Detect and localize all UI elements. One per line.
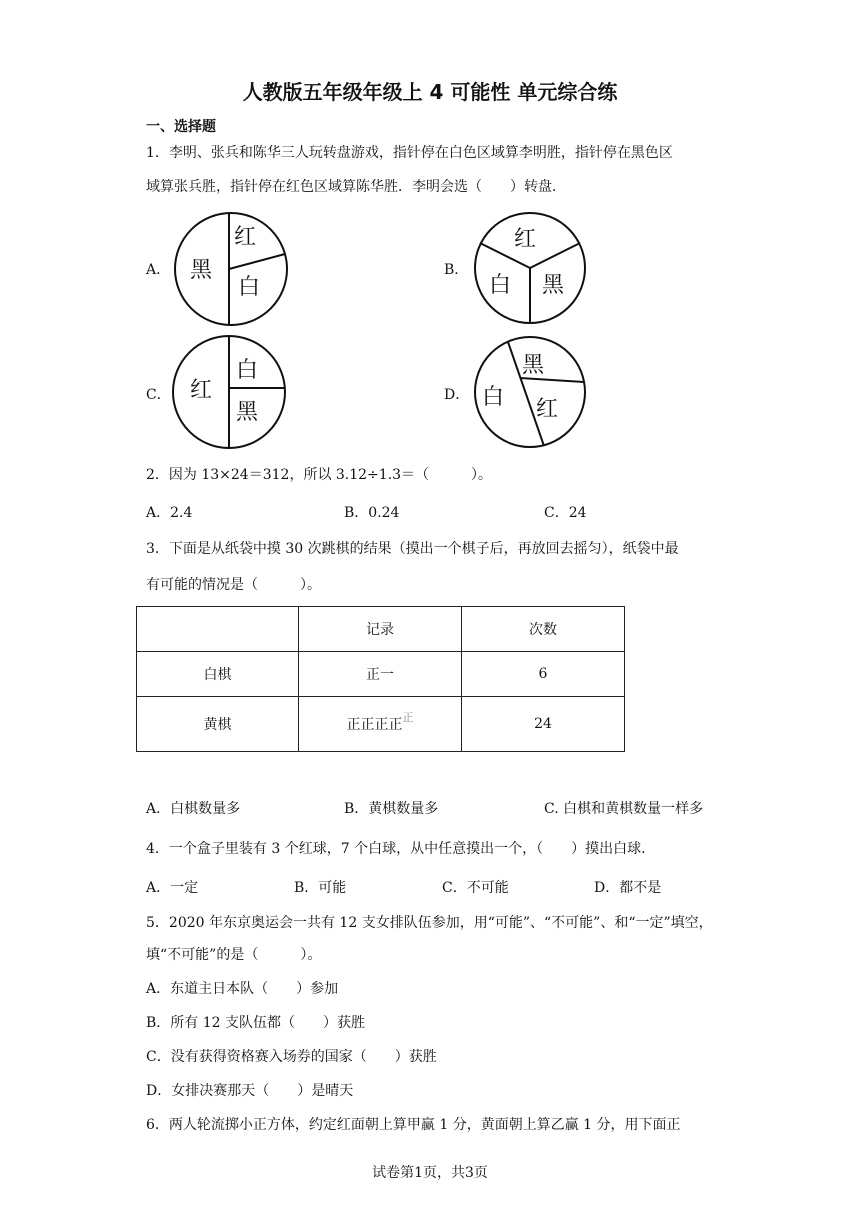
q1-option-a-label: A．: [146, 262, 171, 278]
q1-option-c-label: C．: [146, 387, 171, 403]
spinner-d-red-label: 红: [536, 397, 559, 422]
q3-record-table: [136, 606, 625, 752]
q5-option-b: B．所有 12 支队伍都（ ）获胜: [146, 1015, 366, 1031]
q5-option-a: A．东道主日本队（ ）参加: [146, 981, 339, 997]
q2-option-b: B．0.24: [344, 505, 400, 521]
spinner-a-white-label: 白: [238, 275, 261, 300]
spinner-d-white-label: 白: [482, 385, 505, 410]
q5-option-d: D．女排决赛那天（ ）是晴天: [146, 1083, 354, 1099]
table-cell-count: 6: [462, 652, 625, 697]
q5-option-c: C．没有获得资格赛入场券的国家（ ）获胜: [146, 1049, 437, 1065]
spinner-d-black-label: 黑: [522, 353, 545, 378]
q4-option-d: D．都不是: [594, 880, 662, 896]
q2-option-a: A．2.4: [146, 505, 193, 521]
table-header-row: [137, 607, 625, 652]
q4-text: 4．一个盒子里装有 3 个红球，7 个白球，从中任意摸出一个，（ ）摸出白球．: [146, 841, 656, 857]
spinner-b-white-label: 白: [489, 273, 512, 298]
q4-option-c: C．不可能: [442, 880, 509, 896]
spinner-c-black-label: 黑: [236, 400, 259, 425]
q5-text-line2: 填“不可能”的是（ ）。: [146, 947, 322, 963]
table-cell-record: [299, 697, 462, 752]
q1-spinner-c: [170, 333, 288, 451]
q3-option-c: C. 白棋和黄棋数量一样多: [544, 801, 704, 817]
q1-option-b-label: B．: [444, 262, 469, 278]
q3-option-a: A．白棋数量多: [146, 801, 241, 817]
q1-text-line1: 1．李明、张兵和陈华三人玩转盘游戏，指针停在白色区域算李明胜，指针停在黑色区: [146, 145, 673, 161]
table-cell-count: 24: [462, 697, 625, 752]
spinner-b-red-label: 红: [514, 227, 537, 252]
q6-text-line1: 6．两人轮流掷小正方体，约定红面朝上算甲赢 1 分，黄面朝上算乙赢 1 分，用下面正: [146, 1117, 681, 1133]
q4-option-b: B．可能: [294, 880, 347, 896]
record-tally-faint: 正: [402, 711, 414, 724]
q2-option-c: C．24: [544, 505, 587, 521]
table-cell-name: 黄棋: [137, 697, 299, 752]
page-title: 人教版五年级年级上 4 可能性 单元综合练: [242, 80, 618, 104]
table-cell-name: 白棋: [137, 652, 299, 697]
spinner-c-red-label: 红: [190, 378, 213, 403]
table-header-cell: [137, 607, 299, 652]
table-cell-record: 正一: [299, 652, 462, 697]
q5-text-line1: 5．2020 年东京奥运会一共有 12 支女排队伍参加，用“可能”、“不可能”、和“一定”填空，: [146, 915, 713, 931]
section-heading: 一、选择题: [146, 119, 216, 135]
q3-option-b: B．黄棋数量多: [344, 801, 439, 817]
q1-spinner-b: [472, 210, 588, 326]
q3-text-line2: 有可能的情况是（ ）。: [146, 577, 321, 593]
table-row: [137, 697, 625, 752]
q1-text-line2: 域算张兵胜，指针停在红色区域算陈华胜．李明会选（ ）转盘．: [146, 179, 566, 195]
spinner-a-black-label: 黑: [190, 258, 213, 283]
page-footer: 试卷第1页，共3页: [372, 1165, 488, 1181]
q2-text: 2．因为 13×24＝312，所以 3.12÷1.3＝（ ）。: [146, 467, 493, 483]
q4-option-a: A．一定: [146, 880, 199, 896]
record-tally: 正正正正: [346, 717, 403, 733]
q1-option-d-label: D．: [444, 387, 470, 403]
spinner-c-white-label: 白: [236, 358, 259, 383]
q1-spinner-d: [472, 334, 588, 450]
table-header-cell: 次数: [462, 607, 625, 652]
q1-spinner-a: [172, 210, 290, 328]
q3-text-line1: 3．下面是从纸袋中摸 30 次跳棋的结果（摸出一个棋子后，再放回去摇匀），纸袋中最: [146, 541, 679, 557]
spinner-b-black-label: 黑: [542, 273, 565, 298]
table-row: [137, 652, 625, 697]
spinner-a-red-label: 红: [234, 225, 257, 250]
table-header-cell: 记录: [299, 607, 462, 652]
